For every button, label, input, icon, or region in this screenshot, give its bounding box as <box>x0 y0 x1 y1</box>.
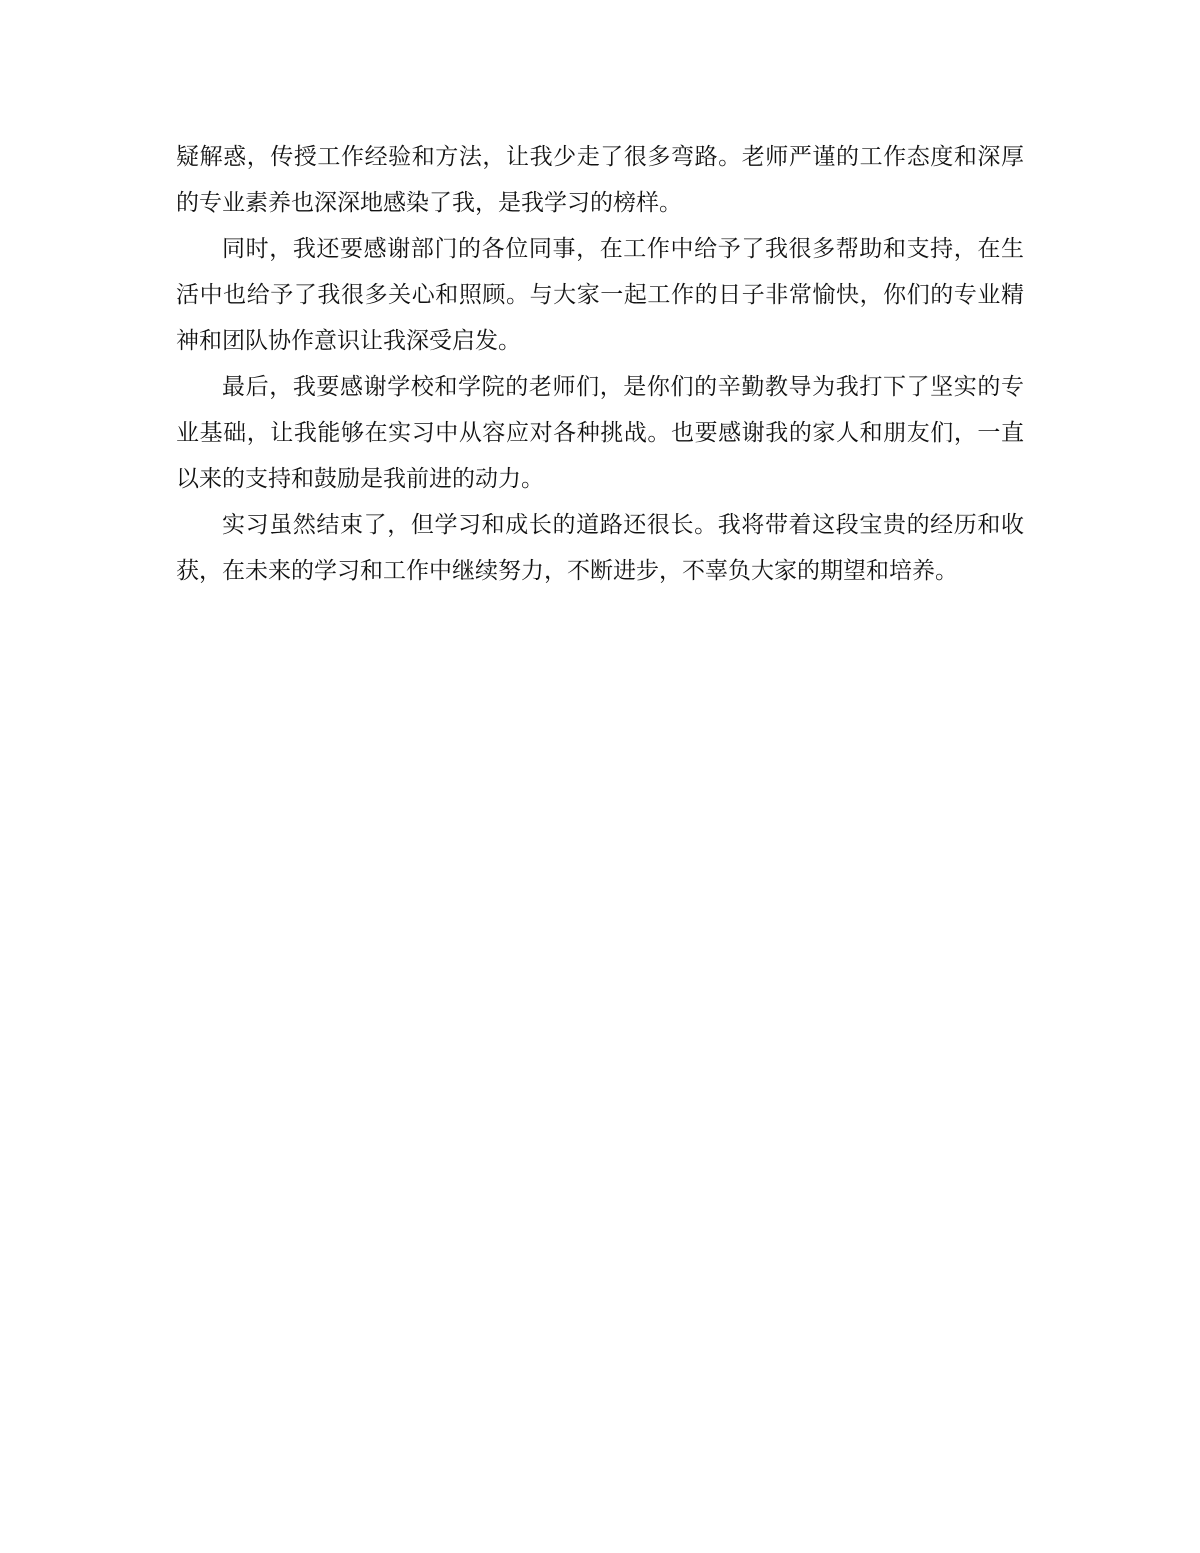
paragraph-4: 实习虽然结束了，但学习和成长的道路还很长。我将带着这段宝贵的经历和收获，在未来的学习和工作中继续努力，不断进步，不辜负大家的期望和培养。 <box>176 512 1024 584</box>
paragraph-3: 最后，我要感谢学校和学院的老师们，是你们的辛勤教导为我打下了坚实的专业基础，让我能够在实习中从容应对各种挑战。也要感谢我的家人和朋友们，一直以来的支持和鼓励是我前进的动力。 <box>176 374 1024 492</box>
paragraph-2: 同时，我还要感谢部门的各位同事，在工作中给予了我很多帮助和支持，在生活中也给予了我很多关心和照顾。与大家一起工作的日子非常愉快，你们的专业精神和团队协作意识让我深受启发。 <box>176 236 1024 354</box>
paragraph-1: 疑解惑，传授工作经验和方法，让我少走了很多弯路。老师严谨的工作态度和深厚的专业素养也深深地感染了我，是我学习的榜样。 <box>176 144 1024 216</box>
document-body <box>176 134 1024 594</box>
